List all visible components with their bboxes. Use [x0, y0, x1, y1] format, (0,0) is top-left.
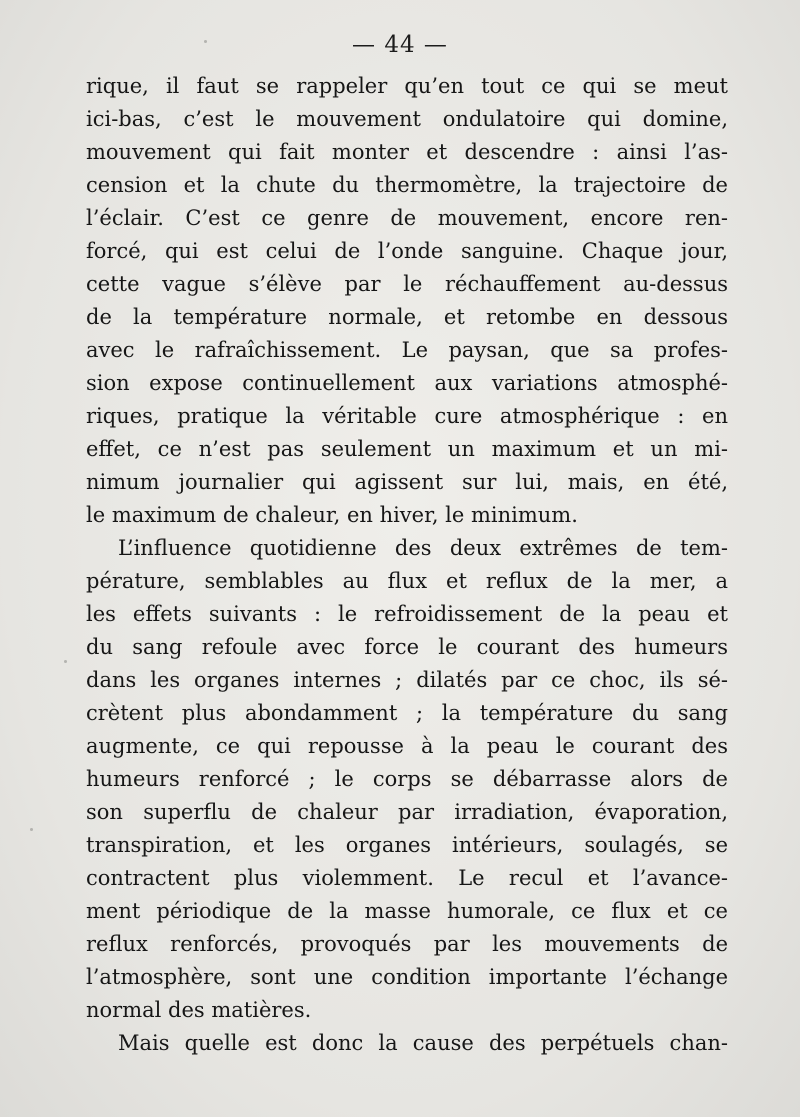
- scan-speck: [30, 828, 33, 831]
- text-line: effet, ce n’est pas seulement un maximum et un mi-: [86, 437, 728, 461]
- text-line: contractent plus violemment. Le recul et l’avance-: [86, 866, 728, 890]
- scan-speck: [204, 40, 207, 43]
- text-line: les effets suivants : le refroidissement de la peau et: [86, 602, 728, 626]
- text-line: ment périodique de la masse humorale, ce flux et ce: [86, 899, 728, 923]
- text-line: riques, pratique la véritable cure atmosphérique : en: [86, 404, 728, 428]
- text-line: Mais quelle est donc la cause des perpétuels chan-: [118, 1031, 728, 1055]
- text-line: de la température normale, et retombe en dessous: [86, 305, 728, 329]
- text-line: normal des matières.: [86, 998, 312, 1022]
- paragraph: [86, 532, 728, 1027]
- text-line: ici-bas, c’est le mouvement ondulatoire qui domine,: [86, 107, 728, 131]
- body-text: [86, 70, 728, 1060]
- scan-speck: [64, 660, 67, 663]
- text-line: mouvement qui fait monter et descendre : ainsi l’as-: [86, 140, 728, 164]
- text-line: rique, il faut se rappeler qu’en tout ce qui se meut: [86, 74, 728, 98]
- text-line: transpiration, et les organes intérieurs, soulagés, se: [86, 833, 728, 857]
- text-line: du sang refoule avec force le courant des humeurs: [86, 635, 728, 659]
- text-line: reflux renforcés, provoqués par les mouvements de: [86, 932, 728, 956]
- text-line: le maximum de chaleur, en hiver, le minimum.: [86, 503, 578, 527]
- text-line: L’influence quotidienne des deux extrêmes de tem-: [118, 536, 728, 560]
- text-line: pérature, semblables au flux et reflux de la mer, a: [86, 569, 728, 593]
- text-line: cette vague s’élève par le réchauffement au-dessus: [86, 272, 728, 296]
- text-line: humeurs renforcé ; le corps se débarrasse alors de: [86, 767, 728, 791]
- text-line: l’atmosphère, sont une condition importante l’échange: [86, 965, 728, 989]
- text-line: nimum journalier qui agissent sur lui, mais, en été,: [86, 470, 728, 494]
- text-line: dans les organes internes ; dilatés par ce choc, ils sé-: [86, 668, 728, 692]
- text-line: sion expose continuellement aux variations atmosphé-: [86, 371, 728, 395]
- text-line: augmente, ce qui repousse à la peau le courant des: [86, 734, 728, 758]
- text-line: avec le rafraîchissement. Le paysan, que sa profes-: [86, 338, 728, 362]
- text-line: cension et la chute du thermomètre, la trajectoire de: [86, 173, 728, 197]
- text-line: forcé, qui est celui de l’onde sanguine. Chaque jour,: [86, 239, 728, 263]
- text-line: l’éclair. C’est ce genre de mouvement, encore ren-: [86, 206, 728, 230]
- page-number: — 44 —: [352, 32, 448, 58]
- paragraph: [86, 70, 728, 532]
- text-line: crètent plus abondamment ; la température du sang: [86, 701, 728, 725]
- paragraph: [86, 1027, 728, 1060]
- text-line: son superflu de chaleur par irradiation, évaporation,: [86, 800, 728, 824]
